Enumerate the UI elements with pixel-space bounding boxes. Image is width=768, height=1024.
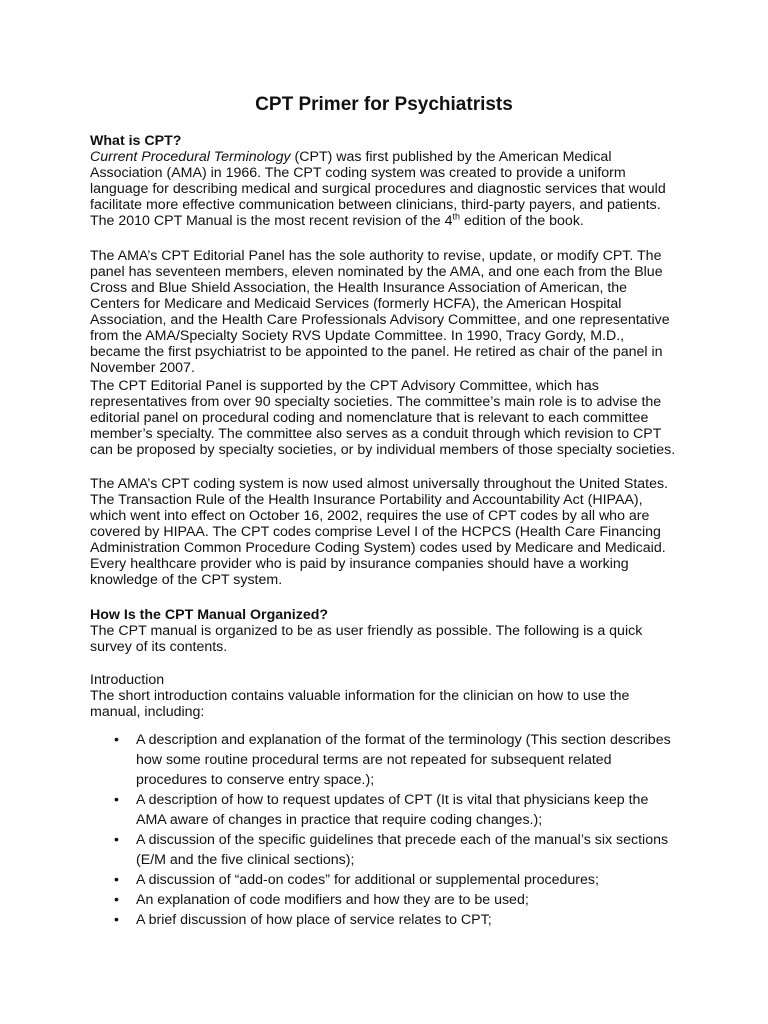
paragraph-introduction: The short introduction contains valuable information for the clinician on how to use the manual, including: (90, 688, 630, 720)
edition-superscript: th (452, 211, 461, 222)
paragraph-cpt-history (90, 149, 678, 229)
document-page (90, 0, 678, 1024)
list-item: • A description of how to request updates of CPT (It is vital that physicians keep the AMA aware of changes in practice that require coding changes.); (114, 792, 649, 828)
list-item: • An explanation of code modifiers and how they are to be used; (114, 892, 529, 908)
bullet-icon: • (114, 912, 119, 928)
bullet-icon: • (114, 792, 119, 808)
list-item: • A brief discussion of how place of service relates to CPT; (114, 912, 492, 928)
section-heading-manual-organized: How Is the CPT Manual Organized? (90, 607, 329, 623)
subheading-introduction: Introduction (90, 672, 165, 688)
section-what-is-cpt (90, 133, 678, 229)
list-item: • A discussion of the specific guidelines that precede each of the manual’s six sections (E/M and the five clinical sections); (114, 832, 669, 868)
cpt-history-end: edition of the book. (460, 213, 584, 229)
introduction-bullet-list (90, 730, 678, 930)
list-item: • A discussion of “add-on codes” for additional or supplemental procedures; (114, 872, 599, 888)
paragraph-editorial-panel: The AMA’s CPT Editorial Panel has the sole authority to revise, update, or modify CPT. The panel has seventeen members, eleven nominated by the AMA, and one each from the Blue Cross and Blue Shield Association, the Health Insurance Association of American, the Centers for Medicare and Medicaid Services (formerly HCFA), the American Hospital Association, and the Health Care Professionals Advisory Committee, and one representative from the AMA/Specialty Society RVS Update Committee. In 1990, Tracy Gordy, M.D., became the first psychiatrist to be appointed to the panel. He retired as chair of the panel in November 2007. (90, 248, 670, 376)
document-title: CPT Primer for Psychiatrists (255, 94, 513, 115)
section-manual-organization (90, 607, 678, 655)
bullet-icon: • (114, 892, 119, 908)
bullet-icon: • (114, 832, 119, 848)
cpt-history-text: (CPT) was first published by the American Medical Association (AMA) in 1966. The CPT coding system was created to provide a uniform language for describing medical and surgical procedures and diagnostic services that would facilitate more effective communication between clinicians, third-party payers, and patients. The 2010 CPT Manual is the most recent revision of the 4 (90, 149, 666, 229)
section-introduction (90, 672, 678, 720)
section-heading-what-is-cpt: What is CPT? (90, 133, 182, 149)
bullet-icon: • (114, 872, 119, 888)
bullet-icon: • (114, 732, 119, 748)
paragraph-hipaa-usage: The AMA’s CPT coding system is now used almost universally throughout the United States. The Transaction Rule of the Health Insurance Portability and Accountability Act (HIPAA), which went into effect on October 16, 2002, requires the use of CPT codes by all who are covered by HIPAA. The CPT codes comprise Level I of the HCPCS (Health Care Financing Administration Common Procedure Coding System) codes used by Medicare and Medicaid. Every healthcare provider who is paid by insurance companies should have a working knowledge of the CPT system. (90, 476, 669, 588)
list-item: • A description and explanation of the format of the terminology (This section describes how some routine procedural terms are not repeated for subsequent related procedures to conserve entry space.); (114, 732, 671, 788)
paragraph-advisory-committee: The CPT Editorial Panel is supported by the CPT Advisory Committee, which has representatives from over 90 specialty societies. The committee’s main role is to advise the editorial panel on procedural coding and nomenclature that is relevant to each committee member’s specialty. The committee also serves as a conduit through which revision to CPT can be proposed by specialty societies, or by individual members of those specialty societies. (90, 378, 676, 458)
cpt-full-name: Current Procedural Terminology (90, 149, 291, 165)
paragraph-manual-survey: The CPT manual is organized to be as user friendly as possible. The following is a quick survey of its contents. (90, 623, 643, 655)
